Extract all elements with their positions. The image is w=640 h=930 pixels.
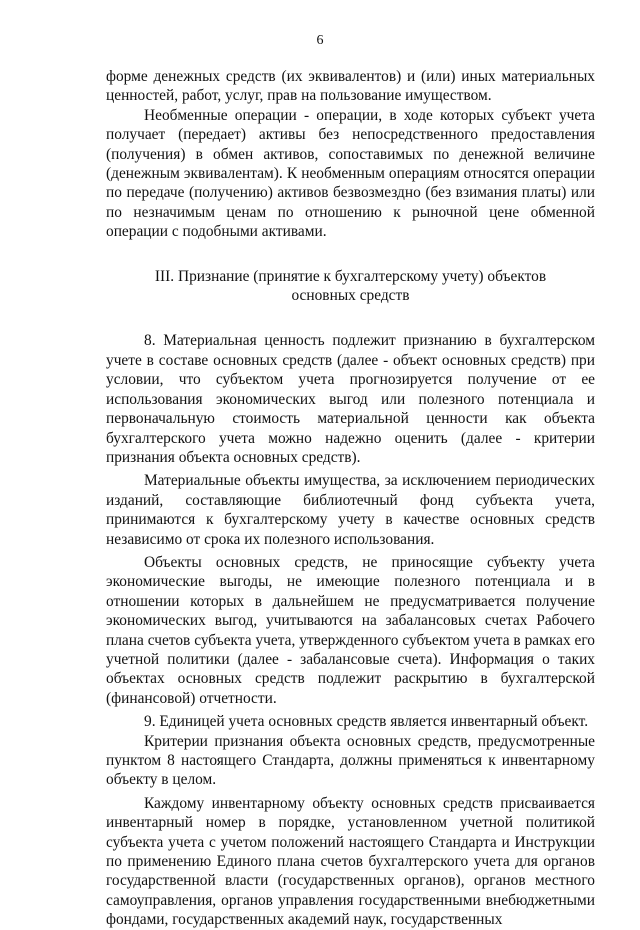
paragraph-inventory-number: Каждому инвентарному объекту основных средств присваивается инвентарный номер в порядке, установленном учетной политикой субъекта учета с учетом положений настоящего Стандарта и Инструкции по применению Единого плана счетов бухгалтерского учета для органов государственной власти (государственных органов), органов местного самоуправления, органов управления государственными внебюджетными фондами, государственных академий наук, государственных [106,794,595,929]
paragraph-item-9: 9. Единицей учета основных средств является инвентарный объект. [144,713,589,731]
paragraph-item-8: 8. Материальная ценность подлежит признанию в бухгалтерском учете в составе основных средств (далее - объект основных средств) при условии, что субъектом учета прогнозируется получение от ее использования экономических выгод или полезного потенциала и первоначальную стоимость материальной ценности как объекта бухгалтерского учета можно надежно оценить (далее - критерии признания объекта основных средств). [106,332,595,466]
paragraph-continuation: форме денежных средств (их эквивалентов) и (или) иных материальных ценностей, работ, услуг, прав на пользование имуществом. [106,68,595,105]
section-heading [106,267,595,306]
document-body [106,67,595,930]
paragraph-recognition-criteria: Критерии признания объекта основных средств, предусмотренные пунктом 8 настоящего Стандарта, должны применяться к инвентарному объекту в целом. [106,732,595,789]
page-number: 6 [316,33,324,48]
paragraph-library-fund: Материальные объекты имущества, за исключением периодических изданий, составляющие библиотечный фонд субъекта учета, принимаются к бухгалтерскому учету в качестве основных средств независимо от срока их полезного использования. [106,472,595,548]
paragraph-non-exchange-operations: Необменные операции - операции, в ходе которых субъект учета получает (передает) активы без непосредственного предоставления (получения) в обмен активов, сопоставимых по денежной величине (денежным эквивалентам). К необменным операциям относятся операции по передаче (получению) активов безвозмездно (без взимания платы) или по незначимым ценам по отношению к рыночной цене обменной операции с подобными активами. [106,106,595,241]
paragraph-off-balance: Объекты основных средств, не приносящие субъекту учета экономические выгоды, не имеющие полезного потенциала и в отношении которых в дальнейшем не предусматривается получение экономических выгод, учитываются на забалансовых счетах Рабочего плана счетов субъекта учета, утвержденного субъектом учета в рамках его учетной политики (далее - забалансовые счета). Информация о таких объектах основных средств подлежит раскрытию в бухгалтерской (финансовой) отчетности. [106,553,595,707]
section-heading-line-2: основных средств [291,287,410,305]
section-heading-line-1: III. Признание (принятие к бухгалтерскому учету) объектов [154,267,547,285]
